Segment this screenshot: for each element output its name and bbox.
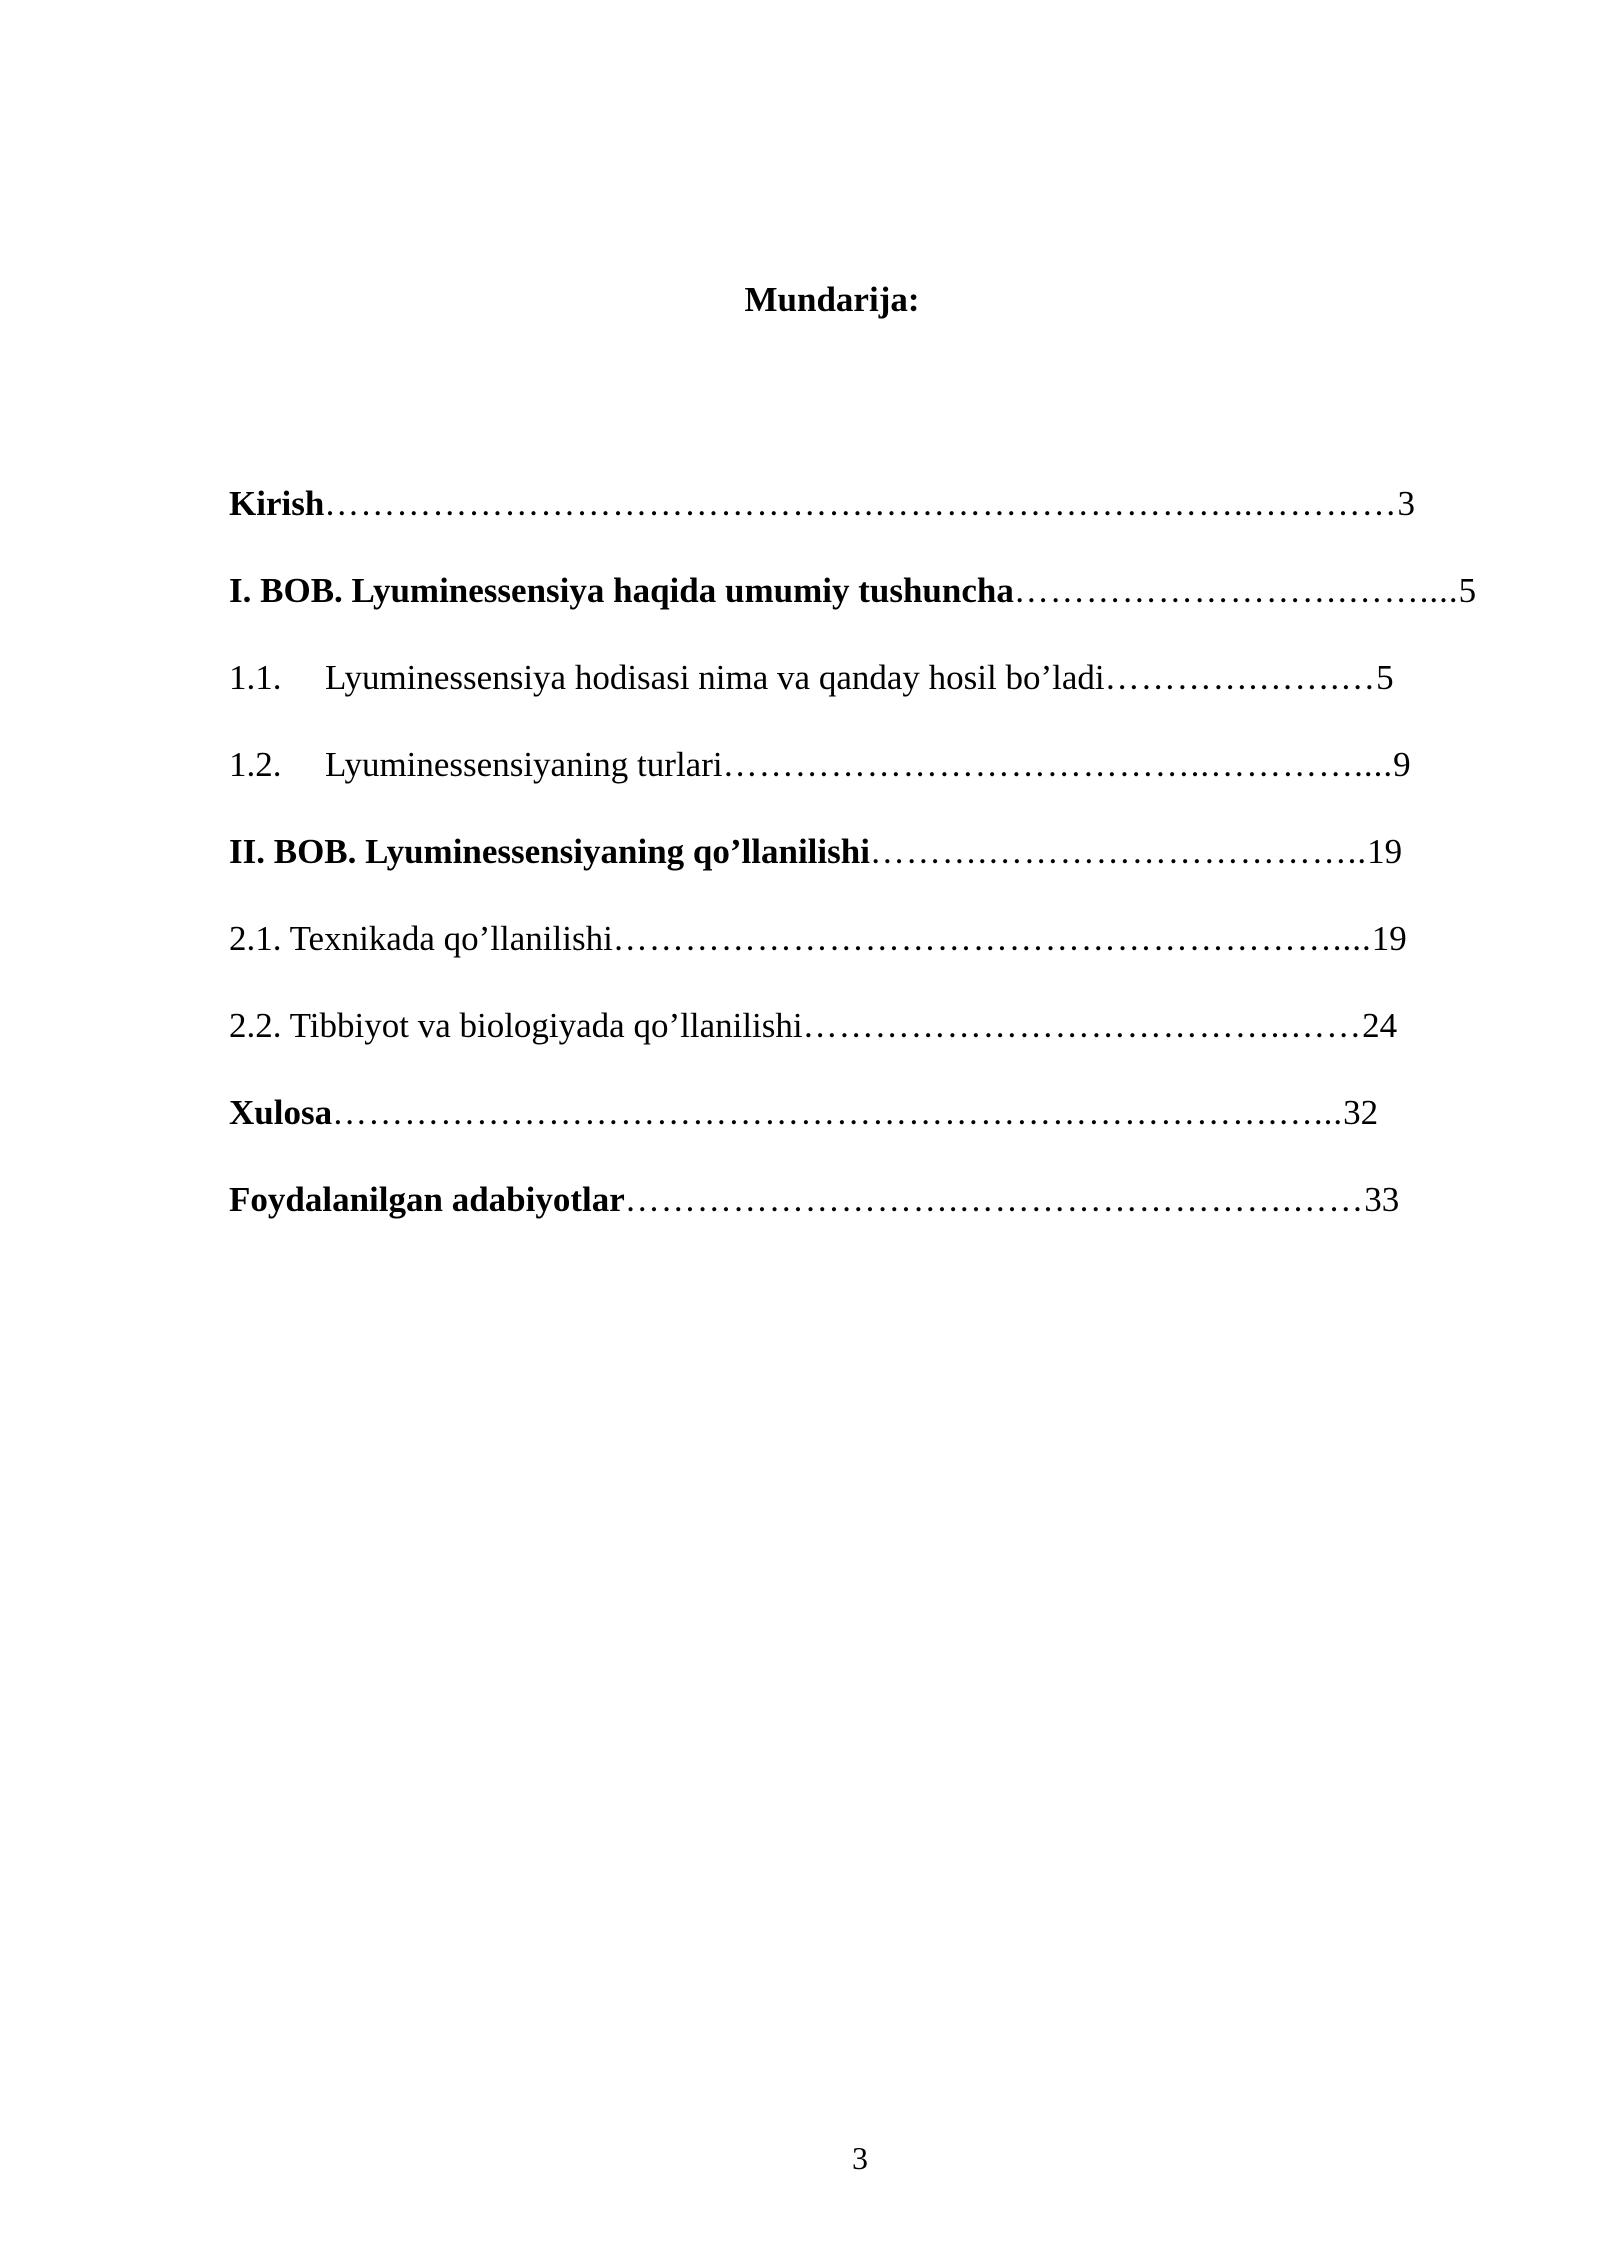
toc-entry-label: 2.1. Texnikada qo’llanilishi bbox=[229, 919, 613, 958]
toc-page-number: 3 bbox=[1397, 484, 1416, 523]
toc-leader-dots: ……………………………………….…………………………..………… bbox=[324, 484, 1398, 523]
toc-entry bbox=[229, 482, 1499, 569]
toc-leader-dots: …………………………………..………….... bbox=[722, 745, 1394, 784]
toc-entry bbox=[229, 656, 1499, 743]
toc-leader-dots: …………………………………………………………………….…... bbox=[332, 1093, 1344, 1132]
toc-entry bbox=[229, 569, 1499, 656]
toc-entry bbox=[229, 1178, 1499, 1265]
toc-entry-label: Lyuminessensiya hodisasi nima va qanday hosil bo’ladi bbox=[325, 658, 1105, 697]
toc-leader-dots: ……….………………………….. bbox=[869, 832, 1368, 871]
toc-section-number: 1.2. bbox=[229, 745, 282, 784]
toc-entry bbox=[229, 1004, 1499, 1091]
toc-page-number: 9 bbox=[1393, 745, 1411, 784]
toc-entry-label: Foydalanilgan adabiyotlar bbox=[229, 1180, 625, 1219]
toc-leader-dots: ……………………….…….... bbox=[1013, 571, 1459, 610]
toc-entry-label: Xulosa bbox=[229, 1093, 333, 1132]
toc-page-number: 19 bbox=[1367, 832, 1403, 871]
toc-entry-label: II. BOB. Lyuminessensiyaning qo’llanilishi bbox=[229, 832, 870, 871]
table-of-contents bbox=[229, 482, 1499, 1265]
toc-entry-label: 2.2. Tibbiyot va biologiyada qo’llanilishi bbox=[229, 1006, 803, 1045]
toc-page-number: 5 bbox=[1458, 571, 1477, 610]
toc-page-number: 19 bbox=[1371, 919, 1407, 958]
toc-leader-dots: …………………………………………………….... bbox=[612, 919, 1372, 958]
toc-leader-dots: ………….…….… bbox=[1104, 658, 1377, 697]
toc-section-number: 1.1. bbox=[229, 658, 282, 697]
toc-entry-label: I. BOB. Lyuminessensiya haqida umumiy tushuncha bbox=[229, 571, 1014, 610]
toc-entry-label: Lyuminessensiyaning turlari bbox=[325, 745, 723, 784]
page-number: 3 bbox=[852, 2140, 868, 2176]
toc-entry bbox=[229, 1091, 1499, 1178]
toc-page-number: 32 bbox=[1343, 1093, 1379, 1132]
toc-page-number: 5 bbox=[1376, 658, 1394, 697]
toc-page-number: 24 bbox=[1362, 1006, 1398, 1045]
toc-entry bbox=[229, 830, 1499, 917]
toc-entry bbox=[229, 743, 1499, 830]
toc-page-number: 33 bbox=[1364, 1180, 1400, 1219]
toc-entry bbox=[229, 917, 1499, 1004]
toc-leader-dots: ……………………….……………………….…… bbox=[624, 1180, 1365, 1219]
toc-title: Mundarija: bbox=[744, 280, 920, 319]
toc-entry-label: Kirish bbox=[229, 484, 325, 523]
toc-leader-dots: …………………………………..…… bbox=[802, 1006, 1363, 1045]
